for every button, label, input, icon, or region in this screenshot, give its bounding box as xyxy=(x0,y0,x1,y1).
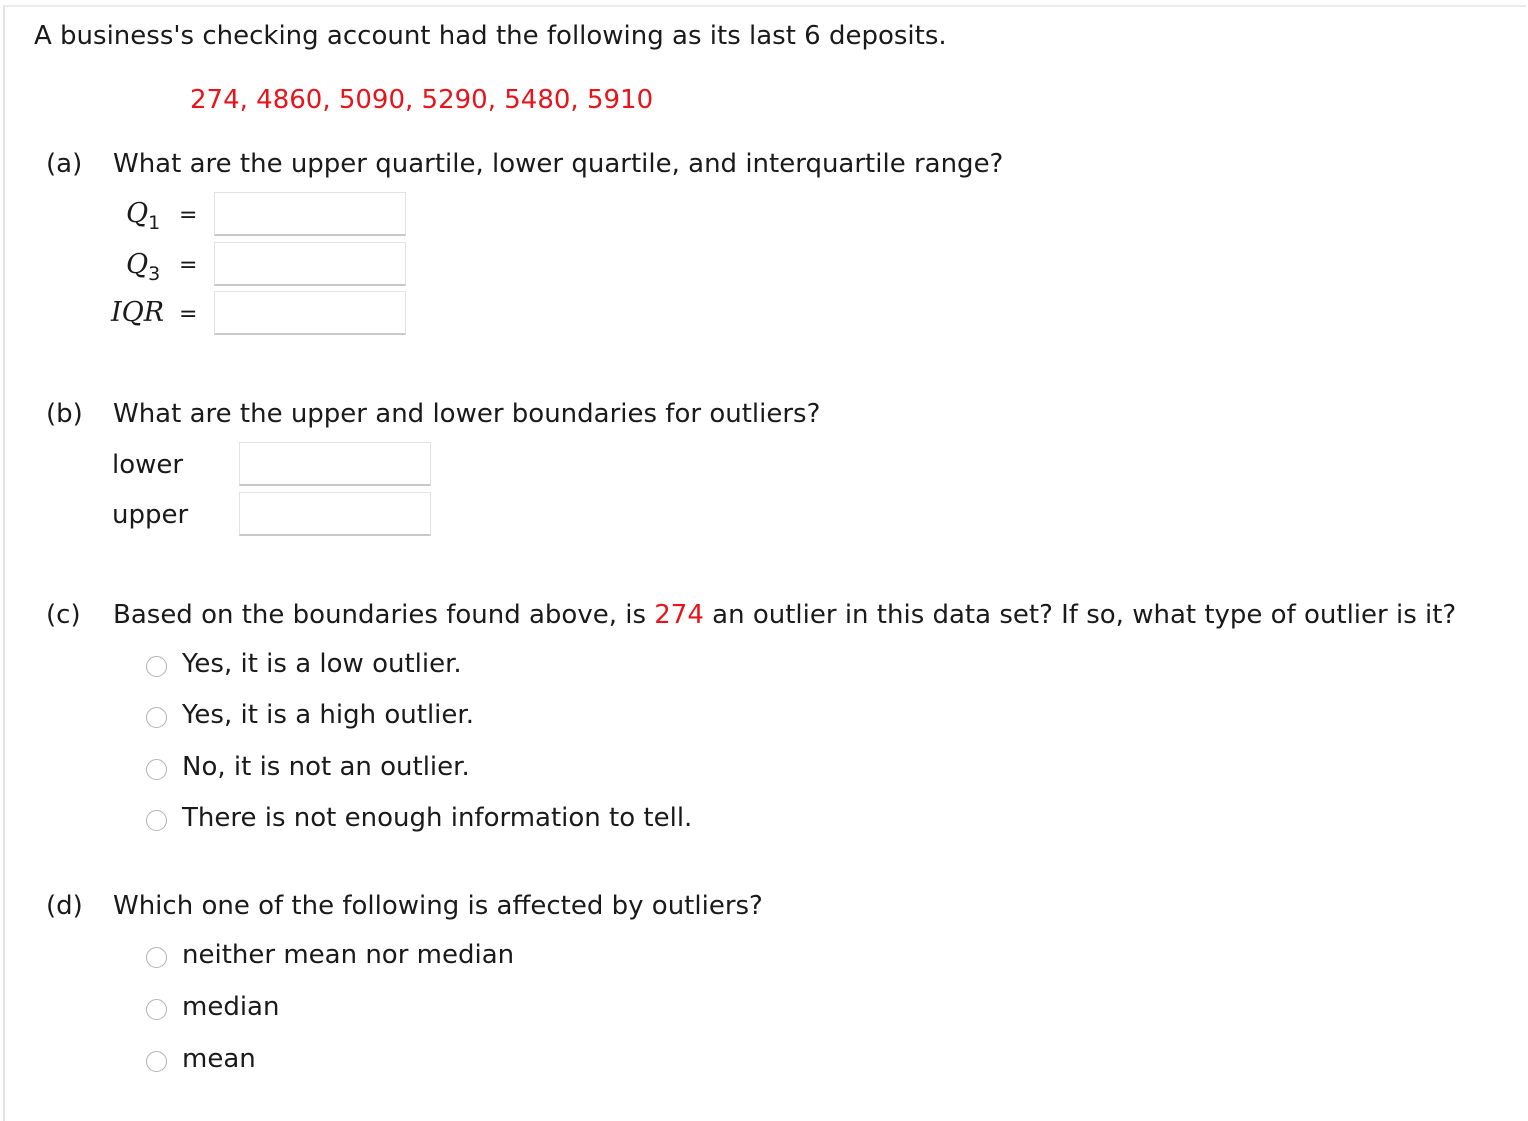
iqr-label: IQR xyxy=(111,297,165,328)
radio-button[interactable] xyxy=(146,759,167,780)
part-b-question: What are the upper and lower boundaries for outliers? xyxy=(113,399,821,429)
upper-label: upper xyxy=(112,500,189,530)
q3-input[interactable] xyxy=(214,242,406,286)
option-label: No, it is not an outlier. xyxy=(182,752,470,782)
option-label: Yes, it is a low outlier. xyxy=(182,649,462,679)
lower-boundary-input[interactable] xyxy=(239,442,431,486)
option-not-outlier[interactable] xyxy=(146,751,470,783)
part-d-letter: (d) xyxy=(46,891,83,921)
q3-equals: = xyxy=(179,253,198,278)
part-c-question: Based on the boundaries found above, is 274 an outlier in this data set? If so, what type of outlier is it? xyxy=(113,600,1457,630)
option-median[interactable] xyxy=(146,991,279,1023)
option-label: mean xyxy=(182,1044,256,1074)
option-not-enough-info[interactable] xyxy=(146,802,692,834)
radio-button[interactable] xyxy=(146,1051,167,1072)
option-label: neither mean nor median xyxy=(182,940,515,970)
option-high-outlier[interactable] xyxy=(146,699,474,731)
option-label: median xyxy=(182,992,280,1022)
upper-boundary-input[interactable] xyxy=(239,492,431,536)
iqr-equals: = xyxy=(179,302,198,327)
q1-input[interactable] xyxy=(214,192,406,236)
radio-button[interactable] xyxy=(146,999,167,1020)
radio-button[interactable] xyxy=(146,810,167,831)
part-c-letter: (c) xyxy=(46,600,81,630)
option-low-outlier[interactable] xyxy=(146,648,462,680)
radio-button[interactable] xyxy=(146,707,167,728)
radio-button[interactable] xyxy=(146,947,167,968)
option-mean[interactable] xyxy=(146,1043,256,1075)
option-neither[interactable] xyxy=(146,939,514,971)
part-a-question: What are the upper quartile, lower quartile, and interquartile range? xyxy=(113,149,1004,179)
q1-equals: = xyxy=(179,203,198,228)
part-b-letter: (b) xyxy=(46,399,83,429)
problem-intro: A business's checking account had the following as its last 6 deposits. xyxy=(34,21,947,51)
part-d-question: Which one of the following is affected by outliers? xyxy=(113,891,763,921)
part-a-letter: (a) xyxy=(46,149,83,179)
highlighted-value: 274 xyxy=(654,600,704,630)
deposit-values: 274, 4860, 5090, 5290, 5480, 5910 xyxy=(190,85,654,115)
q3-label: $Q_3$ xyxy=(126,249,161,285)
lower-label: lower xyxy=(112,450,184,480)
option-label: There is not enough information to tell. xyxy=(182,803,693,833)
option-label: Yes, it is a high outlier. xyxy=(182,700,474,730)
q1-label: $Q_1$ xyxy=(126,198,161,234)
iqr-input[interactable] xyxy=(214,291,406,335)
radio-button[interactable] xyxy=(146,656,167,677)
